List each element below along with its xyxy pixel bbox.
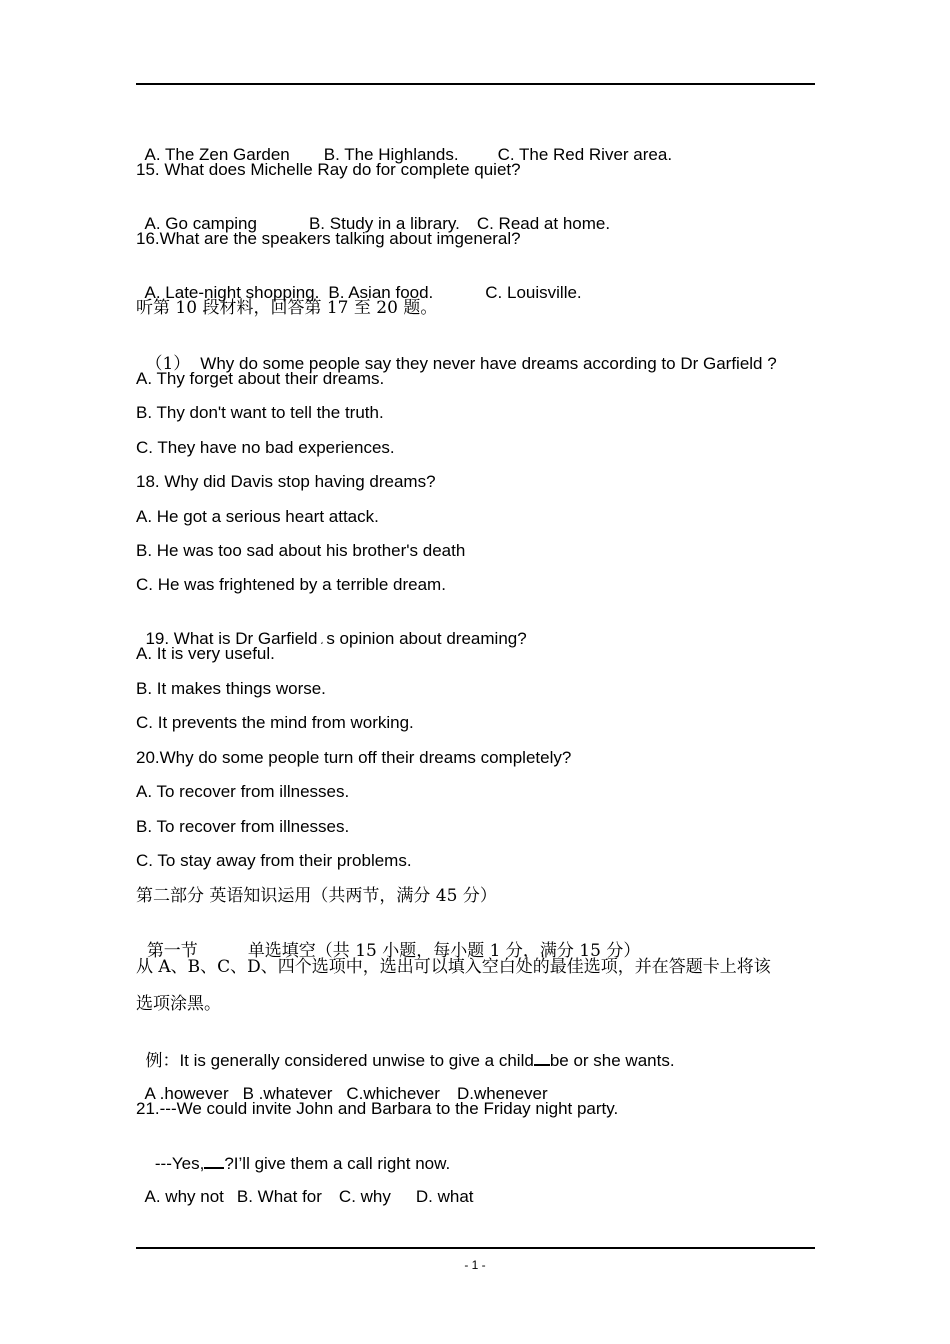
q15-option-b: B. Study in a library. [308, 214, 460, 233]
example-suffix: be or she wants. [549, 1051, 675, 1070]
q17-option-a: A. Thy forget about their dreams. [136, 369, 385, 388]
section1-desc: 单选填空（共 15 小题，每小题 1 分，满分 15 分） [247, 941, 641, 961]
q21-line-2-prefix: ---Yes, [145, 1154, 205, 1173]
q18-option-c: C. He was frightened by a terrible dream. [136, 575, 446, 594]
q17-question [136, 334, 777, 374]
q17-option-c: C. They have no bad experiences. [136, 438, 395, 457]
footer-rule [136, 1247, 815, 1249]
q20-question: 20.Why do some people turn off their dreams completely? [136, 748, 572, 767]
q20-option-a: A. To recover from illnesses. [136, 782, 350, 801]
q15-option-c: C. Read at home. [476, 214, 611, 233]
q16-question: 16.What are the speakers talking about imgeneral? [136, 229, 521, 248]
example-option-a: A .however [144, 1084, 229, 1103]
q21-line-2-suffix: ?I’ll give them a call right now. [224, 1154, 451, 1173]
example-option-c: C.whichever [346, 1084, 440, 1103]
q18-question: 18. Why did Davis stop having dreams? [136, 472, 436, 491]
example-option-d: D.whenever [456, 1084, 548, 1103]
q16-options [136, 263, 582, 303]
q16-option-c: C. Louisville. [485, 283, 582, 302]
q20-option-b: B. To recover from illnesses. [136, 817, 350, 836]
q17-number: （1） [145, 354, 191, 374]
q15-question: 15. What does Michelle Ray do for complete quiet? [136, 160, 521, 179]
q21-option-c: C. why [338, 1187, 391, 1206]
section1-label: 第一节 [146, 941, 198, 961]
q21-option-b: B. What for [236, 1187, 322, 1206]
q16-option-a: A. Late-night shopping. [144, 283, 320, 302]
q19-text-pre: 19. What is Dr Garfield [145, 629, 318, 648]
section1-heading [136, 921, 640, 961]
instruction-line-2: 选项涂黑。 [136, 994, 221, 1014]
q21-option-d: D. what [415, 1187, 474, 1206]
q15-options [136, 194, 610, 234]
example-option-b: B .whatever [242, 1084, 333, 1103]
q16-option-b: B. Asian food. [328, 283, 434, 302]
q20-option-c: C. To stay away from their problems. [136, 851, 412, 870]
q17-option-b: B. Thy don't want to tell the truth. [136, 403, 384, 422]
q21-line-1: 21.---We could invite John and Barbara to the Friday night party. [136, 1099, 619, 1118]
section10-instruction: 听第 10 段材料，回答第 17 至 20 题。 [136, 298, 438, 318]
q19-option-a: A. It is very useful. [136, 644, 275, 663]
q21-option-a: A. why not [144, 1187, 224, 1206]
part2-title: 第二部分 英语知识运用（共两节，满分 45 分） [136, 886, 497, 906]
q21-options [136, 1167, 474, 1207]
example-options [136, 1064, 548, 1104]
header-rule [136, 83, 815, 85]
example-prefix: 例：It is generally considered unwise to give a child [145, 1051, 534, 1070]
q14-option-a: A. The Zen Garden [144, 145, 290, 164]
q18-option-a: A. He got a serious heart attack. [136, 507, 379, 526]
q17-text: Why do some people say they never have dreams according to Dr Garfield ? [200, 354, 777, 373]
q19-apostrophe: ، [320, 636, 324, 646]
page-number: - 1 - [464, 1258, 486, 1272]
q18-option-b: B. He was too sad about his brother's death [136, 541, 466, 560]
q14-options [136, 125, 672, 165]
q14-option-b: B. The Highlands. [323, 145, 459, 164]
instruction-line-1: 从 A、B、C、D、四个选项中，选出可以填入空白处的最佳选项，并在答题卡上将该 [136, 957, 771, 977]
q15-option-a: A. Go camping [144, 214, 257, 233]
q19-option-b: B. It makes things worse. [136, 679, 326, 698]
q19-option-c: C. It prevents the mind from working. [136, 713, 414, 732]
q14-option-c: C. The Red River area. [497, 145, 673, 164]
q19-text-post: s opinion about dreaming? [326, 629, 527, 648]
